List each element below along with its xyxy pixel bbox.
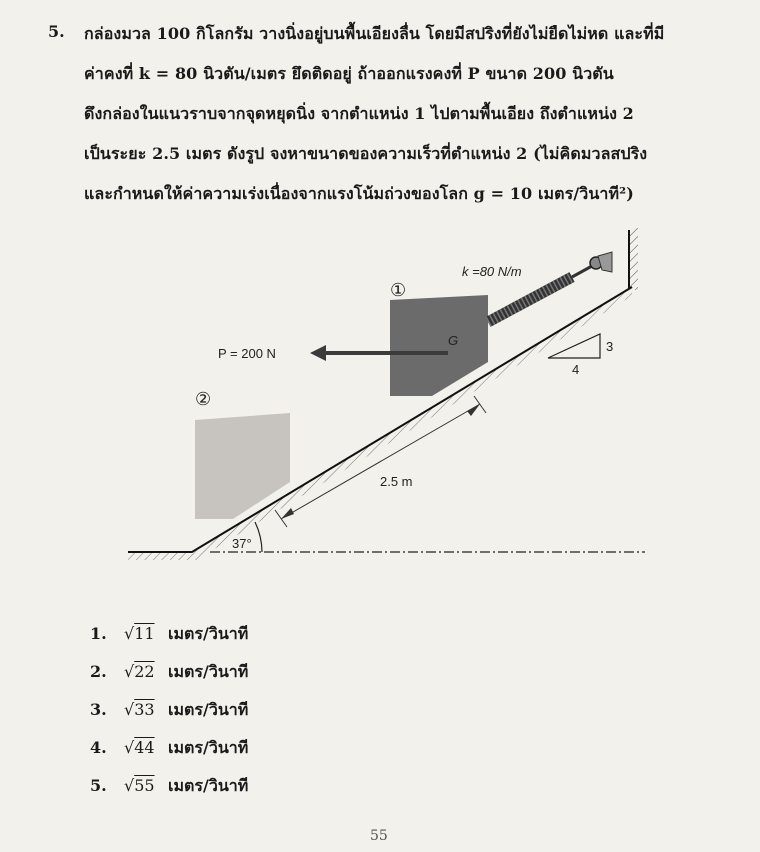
sqrt-value: √11 [124, 624, 155, 643]
slope-run-label: 4 [572, 362, 580, 377]
option-number: 3. [90, 700, 107, 719]
answer-option-1[interactable] [90, 622, 248, 647]
answer-option-5[interactable] [90, 774, 248, 799]
answer-option-4[interactable] [90, 736, 248, 761]
option-number: 2. [90, 662, 107, 681]
option-unit: เมตร/วินาที [168, 624, 249, 643]
center-of-mass-label: G [448, 333, 459, 348]
distance-label: 2.5 m [380, 474, 413, 489]
position-2-label: ② [195, 389, 212, 409]
question-text-line-2: ค่าคงที่ k = 80 นิวตัน/เมตร ยึดติดอยู่ ถ้าออกแรงคงที่ P ขนาด 200 นิวตัน [84, 64, 614, 83]
option-unit: เมตร/วินาที [168, 776, 249, 795]
question-number: 5. [48, 22, 65, 41]
option-number: 4. [90, 738, 107, 757]
question-text-line-4: เป็นระยะ 2.5 เมตร ดังรูป จงหาขนาดของความเร็วที่ตำแหน่ง 2 (ไม่คิดมวลสปริง [84, 144, 648, 163]
option-unit: เมตร/วินาที [168, 738, 249, 757]
sqrt-value: √44 [124, 738, 155, 757]
sqrt-value: √55 [124, 776, 155, 795]
slope-rise-label: 3 [606, 339, 614, 354]
box-position-1 [390, 295, 488, 396]
force-label: P = 200 N [218, 346, 276, 361]
position-1-label: ① [390, 280, 407, 300]
angle-label: 37° [232, 536, 252, 551]
sqrt-value: √22 [124, 662, 155, 681]
distance-dimension [275, 396, 486, 527]
option-number: 5. [90, 776, 107, 795]
page-number: 55 [370, 828, 388, 844]
question-text-line-1: กล่องมวล 100 กิโลกรัม วางนิ่งอยู่บนพื้นเอียงลื่น โดยมีสปริงที่ยังไม่ยืดไม่หด และที่มี [84, 24, 665, 43]
option-number: 1. [90, 624, 107, 643]
answer-option-2[interactable] [90, 660, 248, 685]
answer-option-3[interactable] [90, 698, 248, 723]
option-unit: เมตร/วินาที [168, 662, 249, 681]
option-unit: เมตร/วินาที [168, 700, 249, 719]
angle-arc [255, 522, 262, 552]
spring-constant-label: k =80 N/m [462, 264, 522, 279]
question-text-line-5: และกำหนดให้ค่าความเร่งเนื่องจากแรงโน้มถ่วงของโลก g = 10 เมตร/วินาที²) [84, 184, 634, 203]
question-text-line-3: ดึงกล่องในแนวราบจากจุดหยุดนิ่ง จากตำแหน่ง 1 ไปตามพื้นเอียง ถึงตำแหน่ง 2 [84, 104, 634, 123]
sqrt-value: √33 [124, 700, 155, 719]
